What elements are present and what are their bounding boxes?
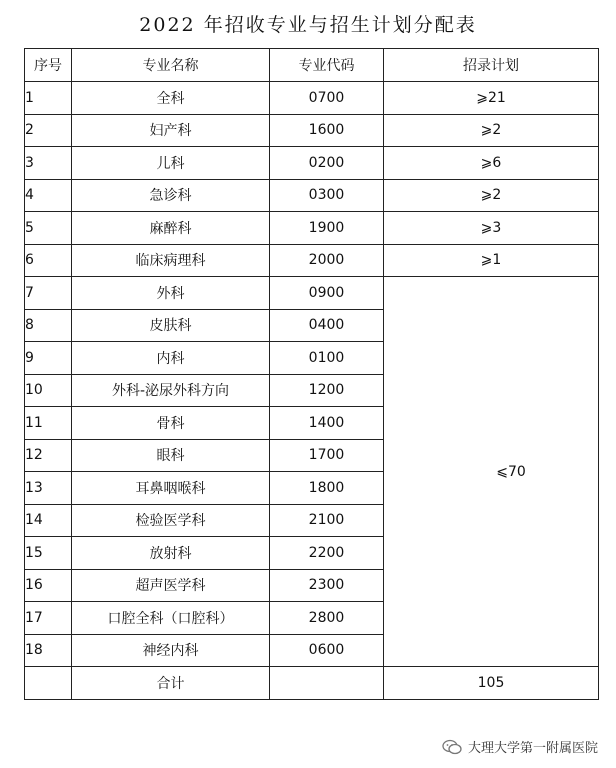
major-name: 皮肤科 <box>72 309 270 342</box>
major-name: 外科 <box>72 277 270 310</box>
row-number: 9 <box>25 342 72 375</box>
header-name: 专业名称 <box>72 49 270 82</box>
row-number: 15 <box>25 537 72 570</box>
watermark-text: 大理大学第一附属医院 <box>467 741 598 756</box>
row-number: 10 <box>25 374 72 407</box>
major-name: 眼科 <box>72 439 270 472</box>
major-name: 内科 <box>72 342 270 375</box>
header-row <box>25 49 599 82</box>
row-number: 14 <box>25 504 72 537</box>
major-code: 1600 <box>270 114 384 147</box>
major-name: 耳鼻咽喉科 <box>72 472 270 505</box>
row-number: 18 <box>25 634 72 667</box>
total-code-empty <box>270 667 384 700</box>
row-number: 13 <box>25 472 72 505</box>
major-code: 1800 <box>270 472 384 505</box>
major-code: 1400 <box>270 407 384 440</box>
major-code: 1200 <box>270 374 384 407</box>
major-name: 检验医学科 <box>72 504 270 537</box>
major-code: 2300 <box>270 569 384 602</box>
total-label: 合计 <box>72 667 270 700</box>
major-name: 超声医学科 <box>72 569 270 602</box>
quota-cell: ⩾21 <box>384 82 599 115</box>
major-name: 骨科 <box>72 407 270 440</box>
quota-merged-cell: ⩽70 <box>384 277 599 667</box>
row-number: 2 <box>25 114 72 147</box>
quota-cell: ⩾1 <box>384 244 599 277</box>
row-number: 3 <box>25 147 72 180</box>
major-name: 全科 <box>72 82 270 115</box>
table-row <box>25 179 599 212</box>
major-code: 2100 <box>270 504 384 537</box>
quota-cell: ⩾2 <box>384 179 599 212</box>
table-row <box>25 212 599 245</box>
total-quota: 105 <box>384 667 599 700</box>
table-row <box>25 82 599 115</box>
row-number: 1 <box>25 82 72 115</box>
table-row <box>25 244 599 277</box>
row-number: 6 <box>25 244 72 277</box>
major-code: 0900 <box>270 277 384 310</box>
total-empty-cell <box>25 667 72 700</box>
header-code: 专业代码 <box>270 49 384 82</box>
major-name: 外科-泌尿外科方向 <box>72 374 270 407</box>
major-name: 妇产科 <box>72 114 270 147</box>
plan-table <box>24 48 599 700</box>
major-name: 麻醉科 <box>72 212 270 245</box>
page-title: 2022 年招收专业与招生计划分配表 <box>139 14 477 36</box>
table-row <box>25 277 599 310</box>
major-code: 1700 <box>270 439 384 472</box>
row-number: 8 <box>25 309 72 342</box>
row-number: 17 <box>25 602 72 635</box>
watermark <box>442 737 598 756</box>
header-no: 序号 <box>25 49 72 82</box>
quota-cell: ⩾6 <box>384 147 599 180</box>
major-name: 急诊科 <box>72 179 270 212</box>
major-code: 0400 <box>270 309 384 342</box>
row-number: 5 <box>25 212 72 245</box>
major-name: 口腔全科（口腔科） <box>72 602 270 635</box>
wechat-icon <box>442 739 462 755</box>
major-code: 2200 <box>270 537 384 570</box>
row-number: 11 <box>25 407 72 440</box>
row-number: 4 <box>25 179 72 212</box>
major-code: 2800 <box>270 602 384 635</box>
major-name: 临床病理科 <box>72 244 270 277</box>
row-number: 12 <box>25 439 72 472</box>
major-code: 0200 <box>270 147 384 180</box>
quota-cell: ⩾2 <box>384 114 599 147</box>
major-name: 儿科 <box>72 147 270 180</box>
major-code: 2000 <box>270 244 384 277</box>
quota-cell: ⩾3 <box>384 212 599 245</box>
total-row <box>25 667 599 700</box>
header-quota: 招录计划 <box>384 49 599 82</box>
major-code: 0300 <box>270 179 384 212</box>
row-number: 16 <box>25 569 72 602</box>
row-number: 7 <box>25 277 72 310</box>
major-code: 0600 <box>270 634 384 667</box>
major-code: 1900 <box>270 212 384 245</box>
major-name: 放射科 <box>72 537 270 570</box>
table-row <box>25 147 599 180</box>
major-code: 0700 <box>270 82 384 115</box>
table-row <box>25 114 599 147</box>
major-name: 神经内科 <box>72 634 270 667</box>
major-code: 0100 <box>270 342 384 375</box>
